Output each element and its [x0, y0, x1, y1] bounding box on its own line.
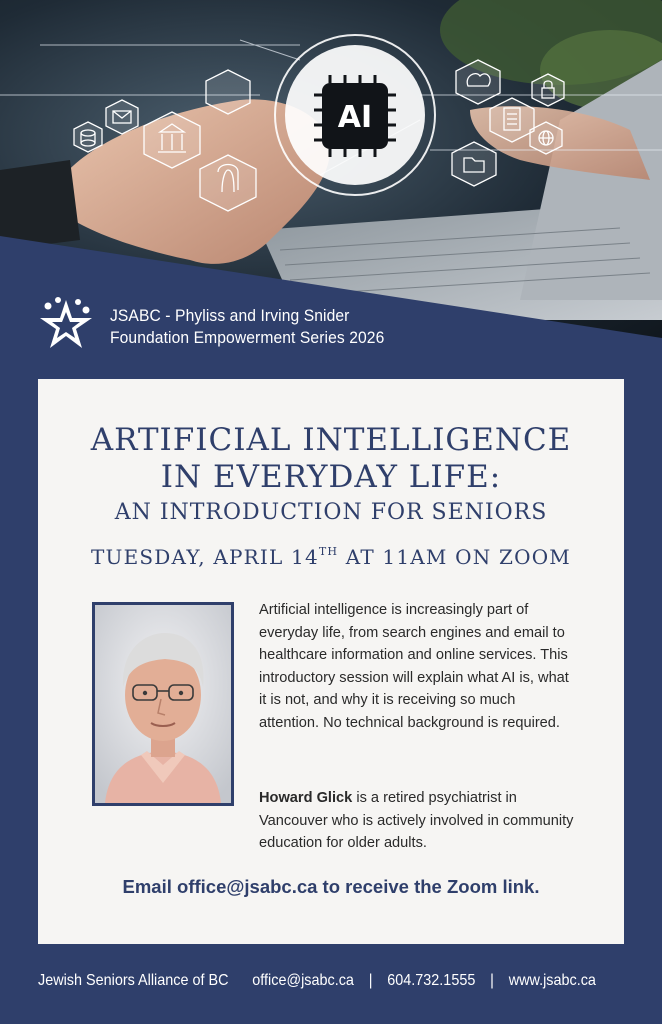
footer-website[interactable]: www.jsabc.ca	[508, 972, 596, 989]
event-description: Artificial intelligence is increasingly part of everyday life, from search engines and email to healthcare information and online services. This introductory session will explain what AI is, what it is not, and why it is receiving so much attention. No technical background is required.	[259, 602, 569, 731]
footer-email[interactable]: office@jsabc.ca	[252, 972, 354, 989]
footer-phone[interactable]: 604.732.1555	[387, 972, 476, 989]
footer-separator: |	[368, 972, 373, 989]
speaker-bio	[259, 787, 579, 855]
series-title	[110, 305, 384, 349]
date-prefix: TUESDAY, APRIL 14	[91, 545, 319, 569]
event-date	[38, 545, 624, 569]
speaker-portrait	[95, 605, 231, 803]
event-subtitle: AN INTRODUCTION FOR SENIORS	[114, 500, 548, 525]
series-line-1: JSABC - Phyliss and Irving Snider	[110, 306, 350, 325]
diagonal-band	[0, 0, 662, 345]
event-title-line-1: ARTIFICIAL INTELLIGENCE	[90, 422, 572, 458]
footer-separator: |	[490, 972, 494, 989]
ai-chip-label: AI	[337, 100, 373, 135]
speaker-name: Howard Glick	[259, 790, 353, 806]
email-cta[interactable]: Email office@jsabc.ca to receive the Zoom link.	[122, 876, 540, 897]
footer	[38, 972, 596, 990]
jsabc-logo-icon	[34, 294, 96, 356]
date-suffix: TH	[318, 545, 339, 558]
series-line-2: Foundation Empowerment Series 2026	[110, 328, 385, 347]
event-title-line-2: IN EVERYDAY LIFE:	[160, 459, 502, 495]
speaker-photo	[92, 602, 234, 806]
speaker-bio-text: is a retired psychiatrist in Vancouver who is actively involved in community education for older adults.	[259, 790, 574, 851]
hero-image	[0, 0, 662, 345]
date-rest: AT 11AM ON ZOOM	[338, 545, 571, 569]
event-card	[38, 379, 624, 944]
footer-org-name: Jewish Seniors Alliance of BC	[38, 972, 229, 989]
